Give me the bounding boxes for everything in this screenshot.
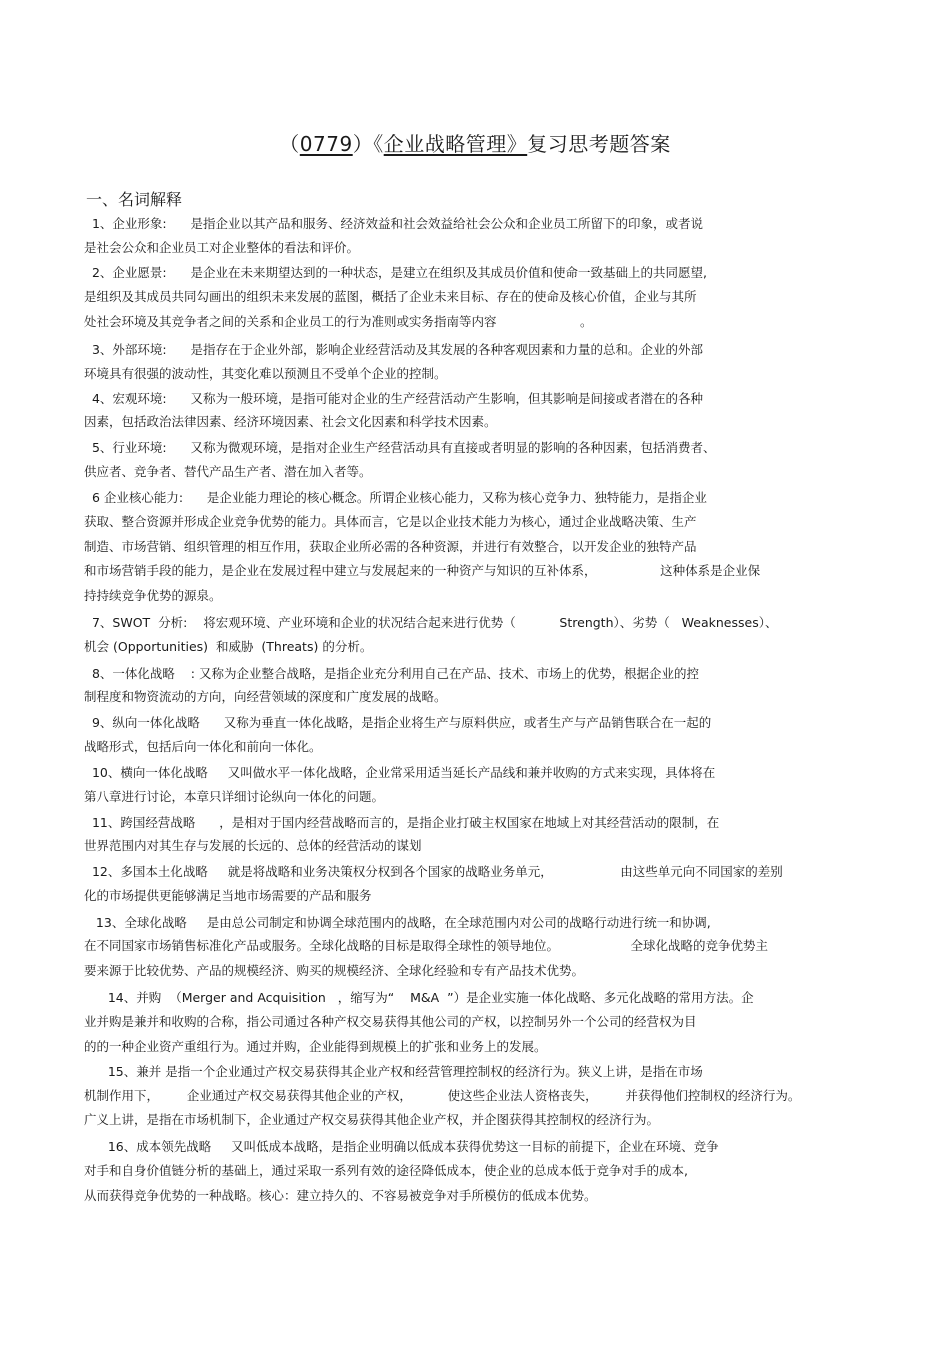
section-heading: 一、名词解释 (86, 190, 183, 209)
text-line: 从而获得竞争优势的一种战略。核心：建立持久的、不容易被竞争对手所模仿的低成本优势。 (84, 1188, 597, 1203)
text-line: 14、并购 （Merger and Acquisition ，缩写为“ M&A ”）是企业实施一体化战略、多元化战略的常用方法。企 (84, 990, 754, 1005)
text-line: 环境具有很强的波动性，其变化难以预测且不受单个企业的控制。 (84, 366, 447, 381)
text-line: 4、宏观环境: 又称为一般环境，是指可能对企业的生产经营活动产生影响，但其影响是间接或者潜在的各种 (84, 391, 703, 406)
text-line: 11、跨国经营战略 ，是相对于国内经营战略而言的，是指企业打破主权国家在地域上对其经营活动的限制，在 (84, 815, 720, 830)
text-line: 15、兼并 是指一个企业通过产权交易获得其企业产权和经营管理控制权的经济行为。狭义上讲，是指在市场 (84, 1064, 703, 1079)
text-line: 是组织及其成员共同勾画出的组织未来发展的蓝图，概括了企业未来目标、存在的使命及核心价值，企业与其所 (84, 289, 697, 304)
text-line: 10、横向一体化战略 又叫做水平一体化战略，企业常采用适当延长产品线和兼并收购的方式来实现，具体将在 (84, 765, 716, 780)
text-line: 2、企业愿景: 是企业在未来期望达到的一种状态，是建立在组织及其成员价值和使命一致基础上的共同愿望, (84, 265, 707, 280)
text-line: 是社会公众和企业员工对企业整体的看法和评价。 (84, 240, 360, 255)
text-line: 制造、市场营销、组织管理的相互作用，获取企业所必需的各种资源，并进行有效整合，以开发企业的独特产品 (84, 539, 697, 554)
text-line: 16、成本领先战略 又叫低成本战略，是指企业明确以低成本获得优势这一目标的前提下，企业在环境、竞争 (84, 1139, 719, 1154)
text-line: 5、行业环境: 又称为微观环境，是指对企业生产经营活动具有直接或者明显的影响的各种因素，包括消费者、 (84, 440, 716, 455)
text-line: 要来源于比较优势、产品的规模经济、购买的规模经济、全球化经验和专有产品技术优势。 (84, 963, 585, 978)
title-mid: ）《 (352, 132, 384, 156)
text-line: 第八章进行讨论，本章只详细讨论纵向一体化的问题。 (84, 789, 385, 804)
text-line: 3、外部环境: 是指存在于企业外部，影响企业经营活动及其发展的各种客观因素和力量的总和。企业的外部 (84, 342, 703, 357)
text-line: 机会 (Opportunities) 和威胁 (Threats) 的分析。 (84, 639, 373, 654)
text-line: 7、SWOT 分析: 将宏观环境、产业环境和企业的状况结合起来进行优势（ Strength）、劣势（ Weaknesses）、 (84, 615, 778, 630)
text-line: 机制作用下， 企业通过产权交易获得其他企业的产权， 使这些企业法人资格丧失， 并获得他们控制权的经济行为。 (84, 1088, 801, 1103)
text-line: 业并购是兼并和收购的合称，指公司通过各种产权交易获得其他公司的产权，以控制另外一个公司的经营权为目 (84, 1014, 697, 1029)
text-line: 化的市场提供更能够满足当地市场需要的产品和服务 (84, 888, 372, 903)
text-line: 制程度和物资流动的方向，向经营领域的深度和广度发展的战略。 (84, 689, 447, 704)
text-line: 和市场营销手段的能力，是企业在发展过程中建立与发展起来的一种资产与知识的互补体系， 这种体系是企业保 (84, 563, 761, 578)
text-line: 因素，包括政治法律因素、经济环境因素、社会文化因素和科学技术因素。 (84, 414, 497, 429)
text-line: 持持续竞争优势的源泉。 (84, 588, 222, 603)
text-line: 6 企业核心能力: 是企业能力理论的核心概念。所谓企业核心能力，又称为核心竞争力、独特能力，是指企业 (84, 490, 707, 505)
text-line: 1、企业形象: 是指企业以其产品和服务、经济效益和社会效益给社会公众和企业员工所留下的印象，或者说 (84, 216, 703, 231)
text-line: 对手和自身价值链分析的基础上，通过采取一系列有效的途径降低成本，使企业的总成本低于竞争对手的成本, (84, 1163, 688, 1178)
text-line: 战略形式，包括后向一体化和前向一体化。 (84, 739, 322, 754)
text-line: 9、纵向一体化战略 又称为垂直一体化战略，是指企业将生产与原料供应，或者生产与产品销售联合在一起的 (84, 715, 712, 730)
title-prefix: （ (279, 132, 300, 156)
text-line: 在不同国家市场销售标准化产品或服务。全球化战略的目标是取得全球性的领导地位。 全球化战略的竞争优势主 (84, 938, 769, 953)
text-line: 供应者、竞争者、替代产品生产者、潜在加入者等。 (84, 464, 372, 479)
title-name: 企业战略管理》 (383, 132, 528, 156)
document-title (0, 128, 950, 157)
text-line: 世界范围内对其生存与发展的长远的、总体的经营活动的谋划 (84, 838, 422, 853)
text-line: 的的一种企业资产重组行为。通过并购，企业能得到规模上的扩张和业务上的发展。 (84, 1039, 547, 1054)
title-code: 0779 (299, 132, 353, 156)
text-line: 广义上讲，是指在市场机制下，企业通过产权交易获得其他企业产权，并企图获得其控制权的经济行为。 (84, 1112, 660, 1127)
text-line: 12、多国本土化战略 就是将战略和业务决策权分权到各个国家的战略业务单元， 由这些单元向不同国家的差别 (84, 864, 783, 879)
text-line: 获取、整合资源并形成企业竞争优势的能力。具体而言，它是以企业技术能力为核心，通过企业战略决策、生产 (84, 514, 697, 529)
text-line: 8、一体化战略 : 又称为企业整合战略，是指企业充分利用自己在产品、技术、市场上的优势，根据企业的控 (84, 666, 699, 681)
text-line: 13、全球化战略 是由总公司制定和协调全球范围内的战略，在全球范围内对公司的战略行动进行统一和协调, (84, 915, 711, 930)
text-line: 处社会环境及其竞争者之间的关系和企业员工的行为准则或实务指南等内容 。 (84, 314, 593, 329)
title-suffix: 复习思考题答案 (527, 132, 671, 156)
